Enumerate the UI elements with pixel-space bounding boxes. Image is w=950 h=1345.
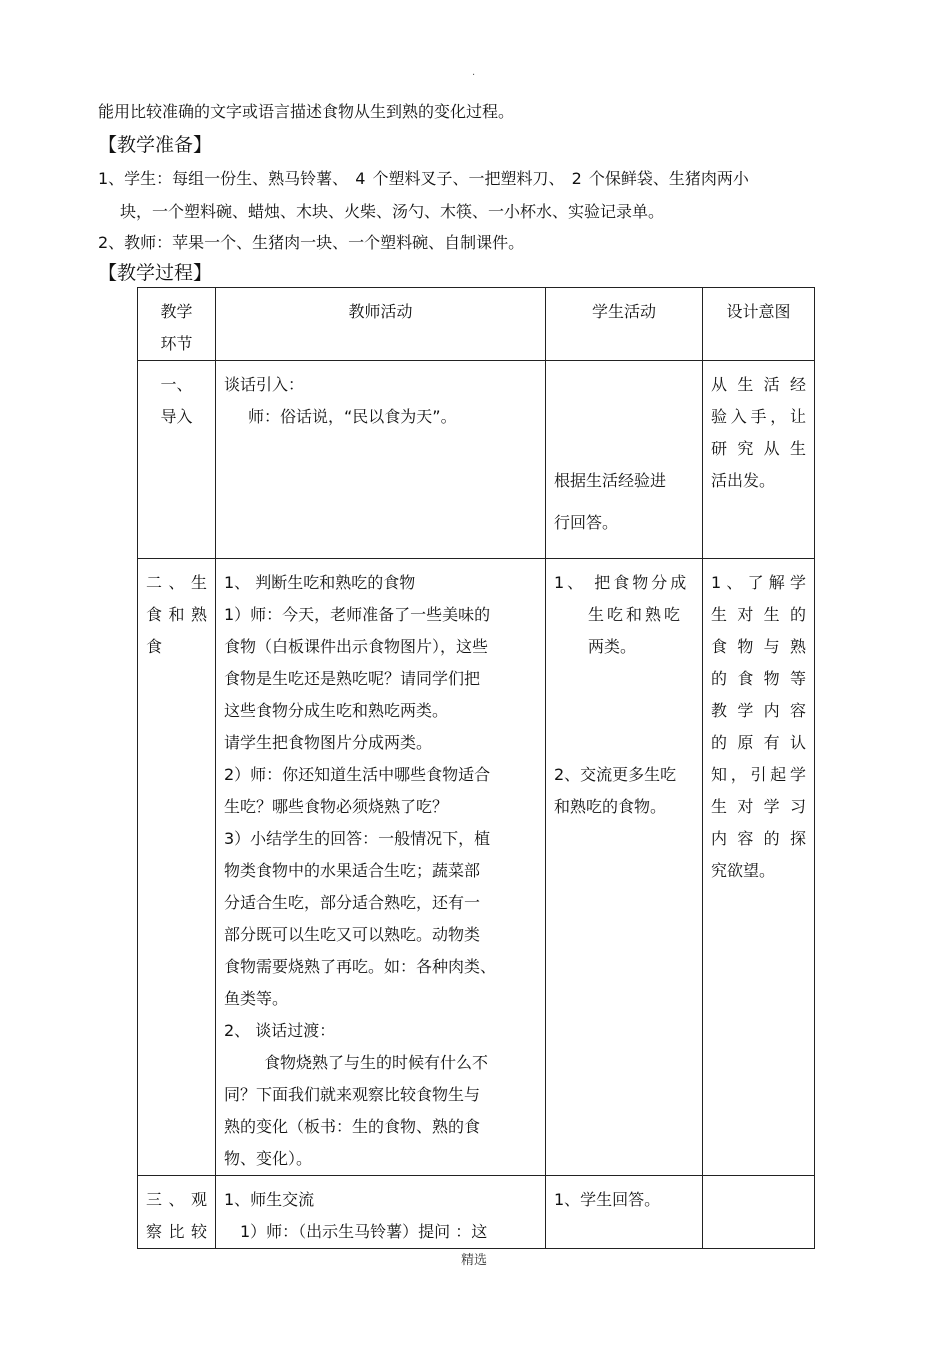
teacher-cell: 谈话引入： 师：俗话说，“民以食为天”。 xyxy=(216,361,546,559)
table-row xyxy=(138,559,815,1176)
intent-cell: 1、了解学 生对生的 食物与熟 的食物等 教学内容 的原有认 知，引起学 生对学习 内容的探 究欲望。 xyxy=(703,559,815,1176)
prep-item-1: 1、学生：每组一份生、熟马铃薯、 4 个塑料叉子、一把塑料刀、 2 个保鲜袋、生猪肉两小 xyxy=(98,169,749,188)
student-cell: 1、学生回答。 xyxy=(546,1176,703,1249)
header-stage: 教学 环节 xyxy=(138,288,216,361)
top-dot: · xyxy=(472,70,476,81)
table-row xyxy=(138,361,815,559)
stage-cell: 二、生 食和熟 食 xyxy=(138,559,216,1176)
prep-heading: 【教学准备】 xyxy=(98,134,213,156)
table-row xyxy=(138,1176,815,1249)
student-cell: 根据生活经验进 行回答。 xyxy=(546,361,703,559)
intent-cell: 从生活经 验入手，让 研究从生 活出发。 xyxy=(703,361,815,559)
teacher-cell: 1、师生交流 1）师：（出示生马铃薯）提问 ：这 xyxy=(216,1176,546,1249)
intro-line: 能用比较准确的文字或语言描述食物从生到熟的变化过程。 xyxy=(98,102,515,121)
process-heading: 【教学过程】 xyxy=(98,262,213,284)
table-header-row xyxy=(138,288,815,361)
header-student: 学生活动 xyxy=(546,288,703,361)
prep-item-1-cont: 块，一个塑料碗、蜡烛、木块、火柴、汤勺、木筷、一小杯水、实验记录单。 xyxy=(120,202,665,221)
intent-cell xyxy=(703,1176,815,1249)
teacher-cell: 1、 判断生吃和熟吃的食物 1）师：今天，老师准备了一些美味的 食物（白板课件出示食物图片），这些 食物是生吃还是熟吃呢？请同学们把 这些食物分成生吃和熟吃两类。 请学生把食物图片分成两类。 2）师：你还知道生活中哪些食物适合 生吃？哪些食物必须烧熟了吃？ 3）小结学生的回答：一般情况下，植 物类食物中的水果适合生吃；蔬菜部 分适合生吃，部分适合熟吃，还有一 部分既可以生吃又可以熟吃。动物类 食物需要烧熟了再吃。如：各种肉类、 鱼类等。 2、 谈话过渡： 食物烧熟了与生的时候有什么不 同？下面我们就来观察比较食物生与 熟的变化（板书：生的食物、熟的食 物、变化）。 xyxy=(216,559,546,1176)
stage-cell: 三、观 察比较 xyxy=(138,1176,216,1249)
lesson-table xyxy=(137,287,815,1249)
page-footer: 精选 xyxy=(461,1253,488,1268)
header-intent: 设计意图 xyxy=(703,288,815,361)
header-teacher: 教师活动 xyxy=(216,288,546,361)
student-cell: 1、 把食物分成 生吃和熟吃 两类。 2、交流更多生吃 和熟吃的食物。 xyxy=(546,559,703,1176)
stage-cell: 一、 导入 xyxy=(138,361,216,559)
prep-item-2: 2、教师：苹果一个、生猪肉一块、一个塑料碗、自制课件。 xyxy=(98,233,525,252)
